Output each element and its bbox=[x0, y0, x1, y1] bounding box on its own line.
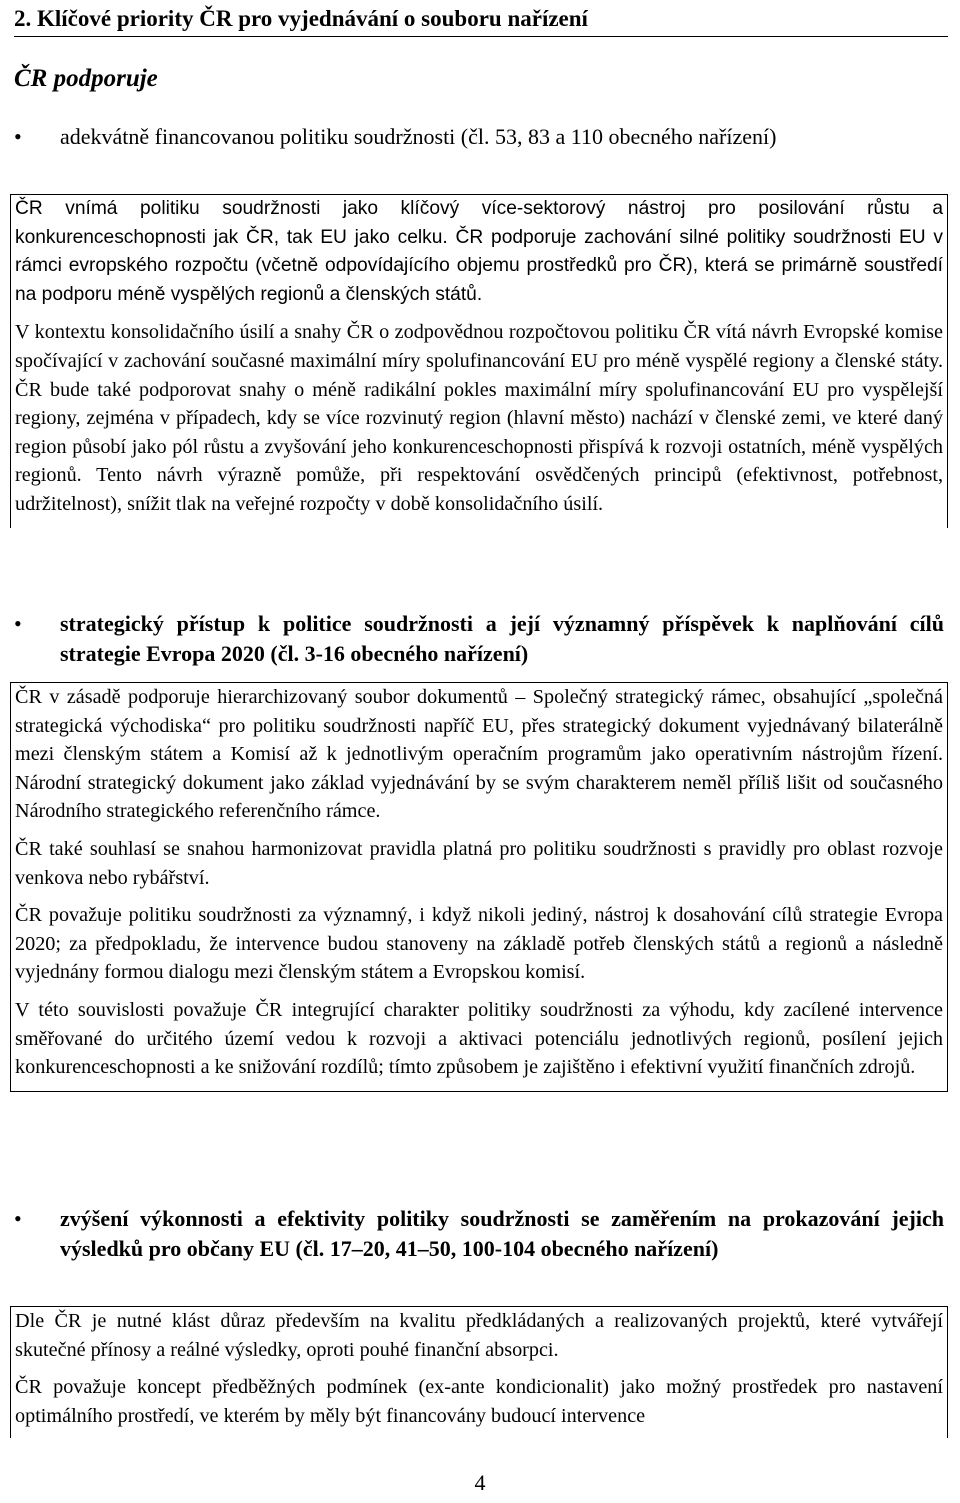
paragraph: V této souvislosti považuje ČR integrující charakter politiky soudržnosti za výhodu, kdy zacílené intervence směřované do určitého území vedou k rozvoji a aktivaci potenciálu jednotlivých regionů, posílení jejich konkurenceschopnosti a ke snižování rozdílů; tímto způsobem je zajištěno i efektivní využití finančních zdrojů. bbox=[15, 998, 943, 1079]
paragraph-box-2 bbox=[10, 682, 948, 1092]
paragraph-box-1 bbox=[10, 194, 948, 528]
bullet-icon: • bbox=[14, 1206, 22, 1231]
bullet-icon: • bbox=[14, 124, 22, 149]
bullet-icon: • bbox=[14, 611, 22, 636]
bullet-item-3 bbox=[14, 1204, 944, 1264]
bullet-text: adekvátně financovanou politiku soudržnosti (čl. 53, 83 a 110 obecného nařízení) bbox=[60, 124, 777, 149]
bullet-item-1 bbox=[14, 122, 944, 152]
paragraph-box-3 bbox=[10, 1306, 948, 1438]
paragraph: ČR vnímá politiku soudržnosti jako klíčový více-sektorový nástroj pro posilování růstu a konkurenceschopnosti jak ČR, tak EU jako celku. ČR podporuje zachování silné politiky soudržnosti EU v rámci evropského rozpočtu (včetně odpovídajícího objemu prostředků pro ČR), která se primárně soustředí na podporu méně vyspělých regionů a členských států. bbox=[15, 198, 943, 305]
bullet-item-2 bbox=[14, 609, 944, 669]
paragraph: ČR považuje koncept předběžných podmínek (ex-ante kondicionalit) jako možný prostředek pro nastavení optimálního prostředí, ve kterém by měly být financovány budoucí intervence bbox=[15, 1376, 943, 1427]
page-number: 4 bbox=[474, 1470, 486, 1495]
paragraph: ČR v zásadě podporuje hierarchizovaný soubor dokumentů – Společný strategický rámec, obsahující „společná strategická východiska“ pro politiku soudržnosti napříč EU, přes strategický dokument vyjednávaný bilaterálně mezi členským státem a Komisí až k jednotlivým operačním programům jako operativním nástrojům řízení. Národní strategický dokument jako základ vyjednávání by se svým charakterem neměl příliš lišit od současného Národního strategického referenčního rámce. bbox=[15, 686, 943, 823]
paragraph: ČR také souhlasí se snahou harmonizovat pravidla platná pro politiku soudržnosti s pravidly pro oblast rozvoje venkova nebo rybářství. bbox=[15, 837, 943, 889]
bullet-text: strategický přístup k politice soudržnosti a její významný příspěvek k naplňování cílů strategie Evropa 2020 (čl. 3-16 obecného nařízení) bbox=[60, 611, 944, 666]
section-heading: 2. Klíčové priority ČR pro vyjednávání o souboru nařízení bbox=[14, 2, 948, 37]
paragraph: V kontextu konsolidačního úsilí a snahy ČR o zodpovědnou rozpočtovou politiku ČR vítá návrh Evropské komise spočívající v zachování současné maximální míry spolufinancování EU pro méně vyspělé regiony a členské státy. ČR bude také podporovat snahy o méně radikální pokles maximální míry spolufinancování EU pro vyspělejší regiony, zejména v případech, kdy se více rozvinutý region (hlavní město) nachází v členské zemi, ve které daný region působí jako pól růstu a zvyšování jeho konkurenceschopnosti přispívá k rozvoji ostatních, méně vyspělých regionů. Tento návrh výrazně pomůže, při respektování osvědčených principů (efektivnost, potřebnost, udržitelnost), snížit tlak na veřejné rozpočty v době konsolidačního úsilí. bbox=[15, 321, 943, 515]
paragraph: Dle ČR je nutné klást důraz především na kvalitu předkládaných a realizovaných projektů, které vytvářejí skutečné přínosy a reálné výsledky, oproti pouhé finanční absorpci. bbox=[15, 1310, 943, 1361]
section-subheading: ČR podporuje bbox=[14, 65, 158, 92]
paragraph: ČR považuje politiku soudržnosti za významný, i když nikoli jediný, nástroj k dosahování cílů strategie Evropa 2020; za předpokladu, že intervence budou stanoveny na základě potřeb členských států a regionů a následně vyjednány formou dialogu mezi členským státem a Evropskou komisí. bbox=[15, 904, 943, 984]
bullet-text: zvýšení výkonnosti a efektivity politiky soudržnosti se zaměřením na prokazování jejich výsledků pro občany EU (čl. 17–20, 41–50, 100-104 obecného nařízení) bbox=[60, 1206, 944, 1261]
